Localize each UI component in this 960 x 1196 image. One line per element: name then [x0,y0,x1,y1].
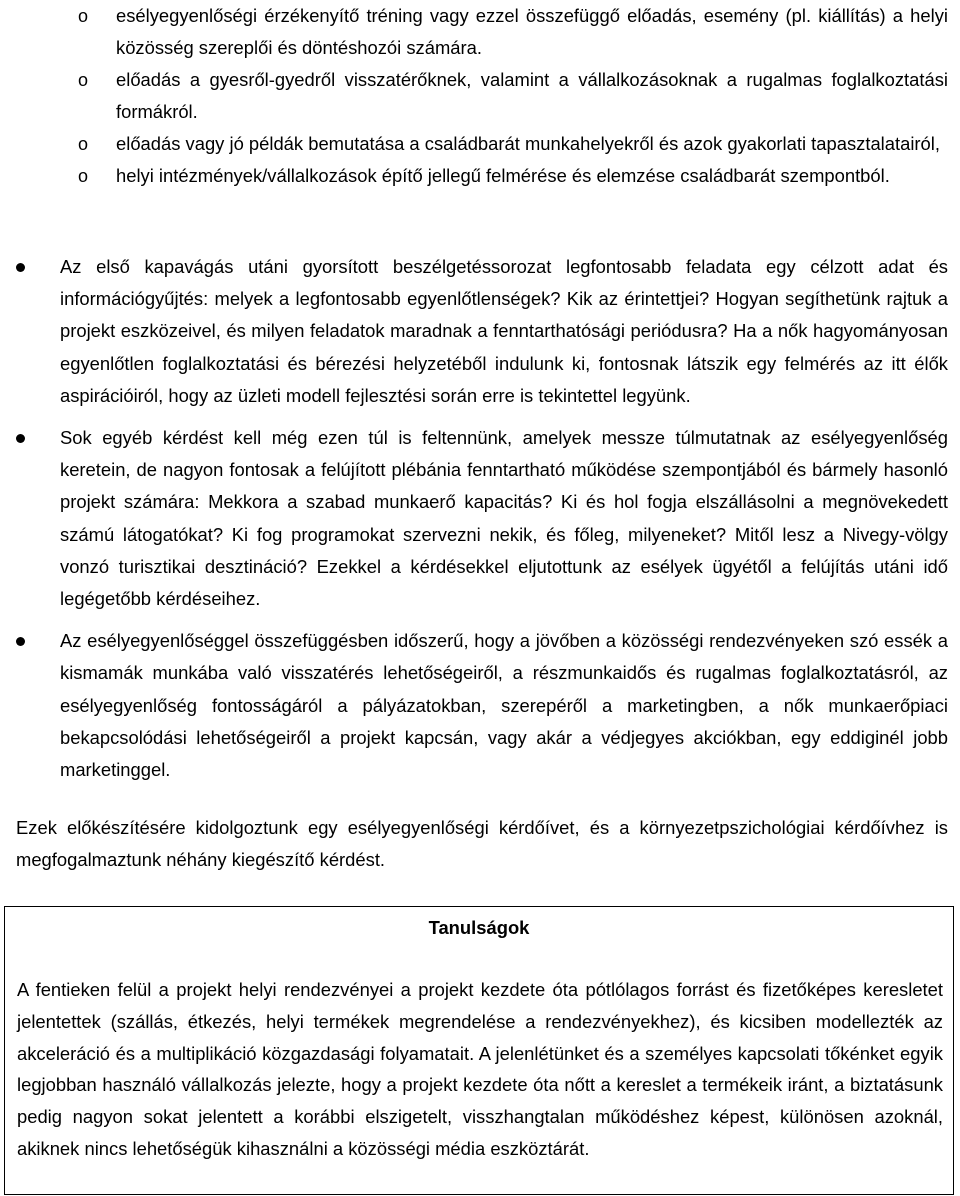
main-list-item-text: Az esélyegyenlőséggel összefüggésben időszerű, hogy a jövőben a közösségi rendezvényeken szó essék a kismamák munkába való visszatérés lehetőségeiről, a részmunkaidős és rugalmas foglalkoztatásról, az esélyegyenlőség fontosságáról a pályázatokban, szerepéről a marketingben, a nők munkaerőpiaci bekapcsolódási lehetőségeiről a projekt kapcsán, vagy akár a védjegyes akciókban, egy eddiginél jobb marketinggel. [60,630,948,781]
summary-paragraph: Ezek előkészítésére kidolgoztunk egy esélyegyenlőségi kérdőívet, és a környezetpszichológiai kérdőívhez is megfogalmaztunk néhány kiegészítő kérdést. [16,817,948,870]
main-list-item-text: Sok egyéb kérdést kell még ezen túl is feltennünk, amelyek messze túlmutatnak az esélyegyenlőség keretein, de nagyon fontosak a felújított plébánia fenntartható működése szempontjából és bármely hasonló projekt számára: Mekkora a szabad munkaerő kapacitás? Ki és hol fogja elszállásolni a megnövekedett számú látogatókat? Ki fog programokat szervezni nekik, és főleg, milyeneket? Mitől lesz a Nivegy-völgy vonzó turisztikai desztináció? Ezekkel a kérdésekkel eljutottunk az esélyek ügyétől a felújítás utáni idő legégetőbb kérdéseihez. [60,427,948,610]
sub-list-item [0,160,960,192]
sub-list-item [0,0,960,64]
bullet-dot-icon [16,434,25,443]
bullet-dot-icon [16,637,25,646]
sub-bullet-marker: o [78,166,89,186]
sub-list-item-text: előadás a gyesről-gyedről visszatérőknek, valamint a vállalkozásoknak a rugalmas foglalkoztatási formákról. [116,69,948,122]
sub-list-item-text: helyi intézmények/vállalkozások építő jellegű felmérése és elemzése családbarát szempontból. [116,165,890,186]
main-list-item-text: Az első kapavágás utáni gyorsított beszélgetéssorozat legfontosabb feladata egy célzott adat és információgyűjtés: melyek a legfontosabb egyenlőtlenségek? Kik az érintettjei? Hogyan segíthetünk rajtuk a projekt eszközeivel, és milyen feladatok maradnak a fenntarthatósági periódusra? Ha a nők hagyományosan egyenlőtlen foglalkoztatási és bérezési helyzetéből indulunk ki, fontosnak látszik egy felmérés az itt élők aspirációiról, hogy az üzleti modell fejlesztési során erre is tekintettel legyünk. [60,256,948,406]
sub-list-item-text: előadás vagy jó példák bemutatása a családbarát munkahelyekről és azok gyakorlati tapasztalatairól, [116,133,940,154]
lessons-box-body: A fentieken felül a projekt helyi rendezvényei a projekt kezdete óta pótlólagos forrást és fizetőképes keresletet jelentettek (szállás, étkezés, helyi termékek megrendelése a rendezvényekhez), és kicsiben modellezték az akceleráció és a multiplikáció közgazdasági folyamatait. A jelenlétünket és a személyes kapcsolati tőkénket egyik legjobban használó vállalkozás jelezte, hogy a projekt kezdete óta nőtt a kereslet a termékeik iránt, a biztatásunk pedig nagyon sokat jelentett a korábbi elszigetelt, visszhangtalan működéshez képest, különösen azoknál, akiknek nincs lehetőségük kihasználni a közösségi média eszköztárát. [17,979,943,1159]
bullet-dot-icon [16,263,25,272]
sub-bullet-marker: o [78,134,89,154]
main-bullet-list [0,251,960,796]
lessons-box [4,906,954,1195]
sub-list-item-text: esélyegyenlőségi érzékenyítő tréning vagy ezzel összefüggő előadás, esemény (pl. kiállítás) a helyi közösség szereplői és döntéshozói számára. [116,5,948,58]
main-list-item [0,422,960,615]
main-list-item [0,251,960,412]
sub-list-item [0,128,960,160]
sub-bullet-list [0,0,960,192]
sub-bullet-marker: o [78,6,89,26]
sub-list-item [0,64,960,128]
lessons-box-title: Tanulságok [428,917,530,938]
main-list-item [0,625,960,786]
sub-bullet-marker: o [78,70,89,90]
